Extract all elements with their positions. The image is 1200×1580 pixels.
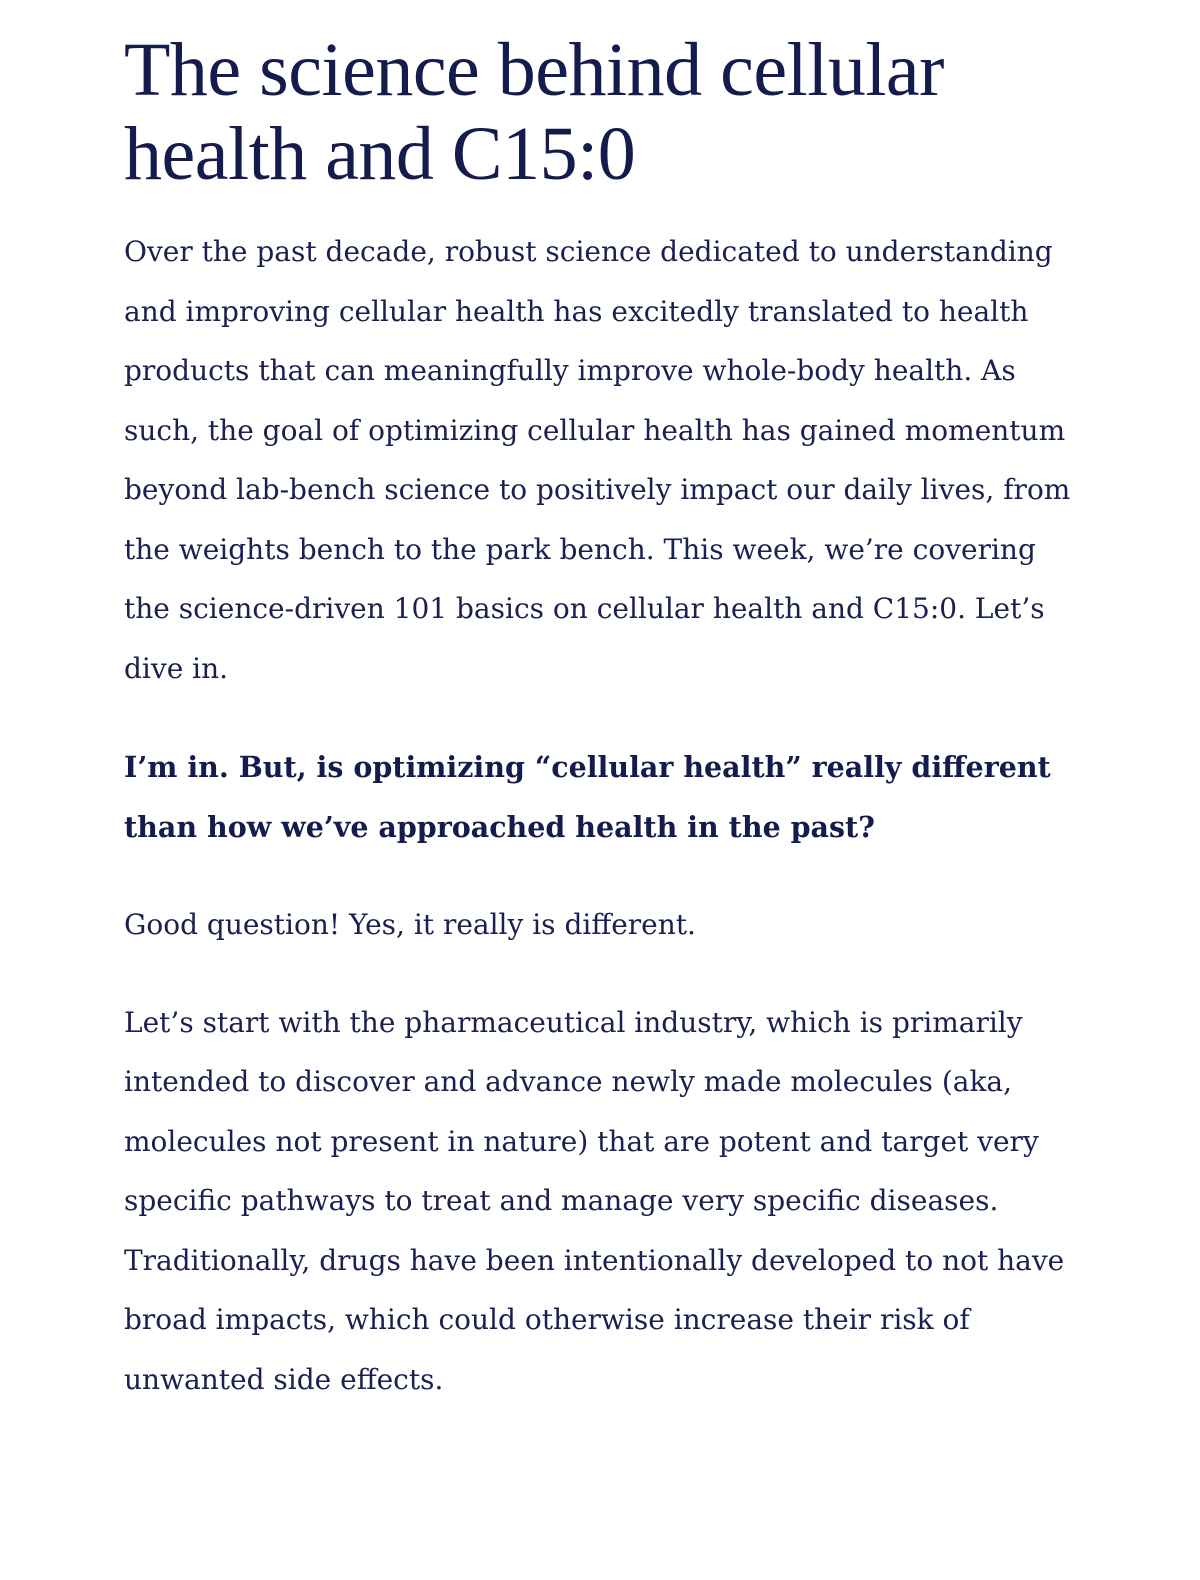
body-paragraph: Let’s start with the pharmaceutical industry, which is primarily intended to discover and advance newly made molecules (aka, molecules not present in nature) that are potent and target very specific pathways to treat and manage very specific diseases. Traditionally, drugs have been intentionally developed to not have broad impacts, which could otherwise increase their risk of unwanted side effects.: [124, 1005, 1065, 1396]
answer-paragraph: Good question! Yes, it really is different.: [124, 908, 696, 941]
article-title: The science behind cellular health and C15:0: [124, 28, 944, 196]
intro-paragraph: Over the past decade, robust science dedicated to understanding and improving cellular health has excitedly translated to health products that can meaningfully improve whole-body health. As such, the goal of optimizing cellular health has gained momentum beyond lab-bench science to positively impact our daily lives, from the weights bench to the park bench. This week, we’re covering the science-driven 101 basics on cellular health and C15:0. Let’s dive in.: [124, 235, 1071, 685]
question-heading: I’m in. But, is optimizing “cellular health” really different than how we’ve approached health in the past?: [124, 750, 1051, 844]
article: [124, 0, 1084, 1409]
